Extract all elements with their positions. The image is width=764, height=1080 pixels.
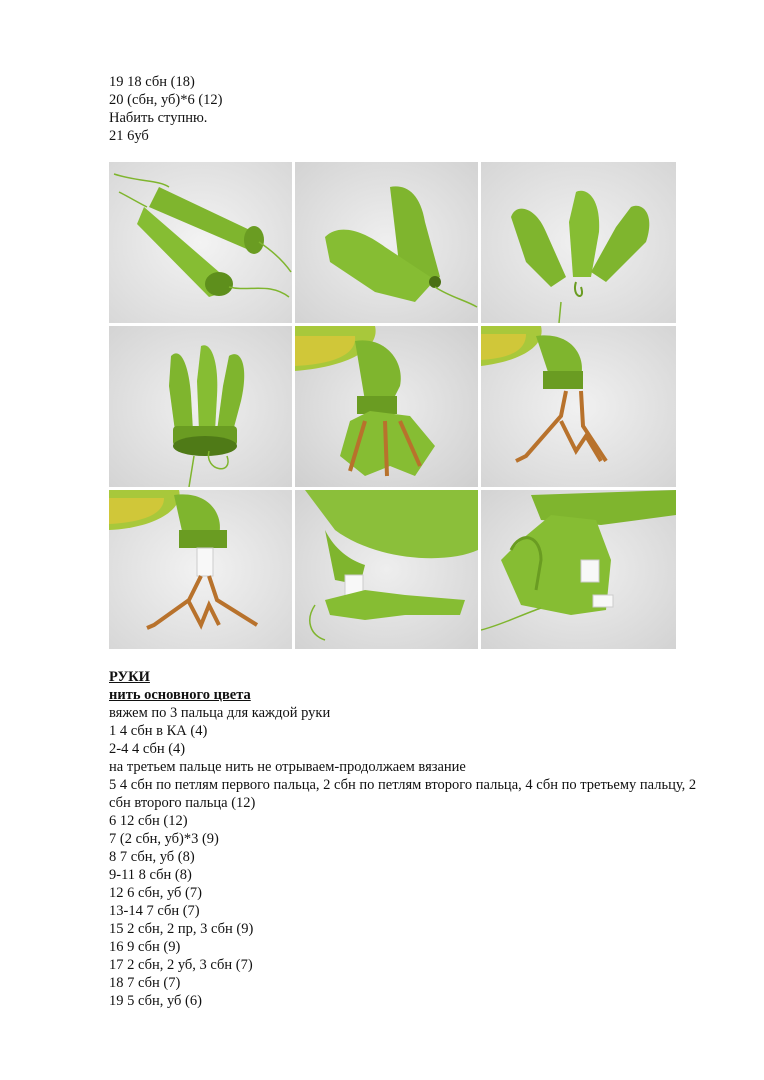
pattern-row: 16 9 сбн (9) — [109, 939, 181, 955]
pattern-row: 12 6 сбн, уб (7) — [109, 885, 202, 901]
pattern-row: 5 4 сбн по петлям первого пальца, 2 сбн по петлям второго пальца, 4 сбн по третьему пальцу, 2 сбн второго пальца (12) — [109, 777, 697, 811]
photo-wire-frame-wrapped — [109, 490, 292, 649]
pattern-row: 21 6уб — [109, 128, 149, 144]
photo-two-fingers — [295, 162, 478, 323]
photo-wire-frame-bent — [481, 326, 676, 487]
photo-foot-with-wire-frame — [295, 326, 478, 487]
photo-foot-attached-side — [481, 490, 676, 649]
photo-two-tubes — [109, 162, 292, 323]
pattern-row: 15 2 сбн, 2 пр, 3 сбн (9) — [109, 921, 254, 937]
photo-three-fingers-spread — [481, 162, 676, 323]
pattern-row: 7 (2 сбн, уб)*3 (9) — [109, 831, 219, 847]
pattern-row: Набить ступню. — [109, 110, 208, 126]
photo-grid — [109, 162, 676, 649]
pattern-row: вяжем по 3 пальца для каждой руки — [109, 705, 331, 721]
pattern-row: 19 18 сбн (18) — [109, 74, 195, 90]
pattern-row: 1 4 сбн в КА (4) — [109, 723, 208, 739]
pattern-row: 2-4 4 сбн (4) — [109, 741, 186, 757]
pattern-row: 17 2 сбн, 2 уб, 3 сбн (7) — [109, 957, 253, 973]
pattern-rows-foot — [109, 73, 223, 145]
pattern-row: 13-14 7 сбн (7) — [109, 903, 200, 919]
pattern-row: 6 12 сбн (12) — [109, 813, 188, 829]
photo-foot-attached-underside — [295, 490, 478, 649]
pattern-row: на третьем пальце нить не отрываем-продолжаем вязание — [109, 759, 466, 775]
section-title: РУКИ — [109, 669, 150, 685]
pattern-row: 18 7 сбн (7) — [109, 975, 181, 991]
photo-three-fingers-joined — [109, 326, 292, 487]
section-subtitle: нить основного цвета — [109, 687, 251, 703]
pattern-row: 8 7 сбн, уб (8) — [109, 849, 195, 865]
pattern-row: 9-11 8 сбн (8) — [109, 867, 192, 883]
pattern-row: 19 5 сбн, уб (6) — [109, 993, 202, 1009]
arms-section — [109, 668, 699, 1010]
pattern-row: 20 (сбн, уб)*6 (12) — [109, 92, 223, 108]
